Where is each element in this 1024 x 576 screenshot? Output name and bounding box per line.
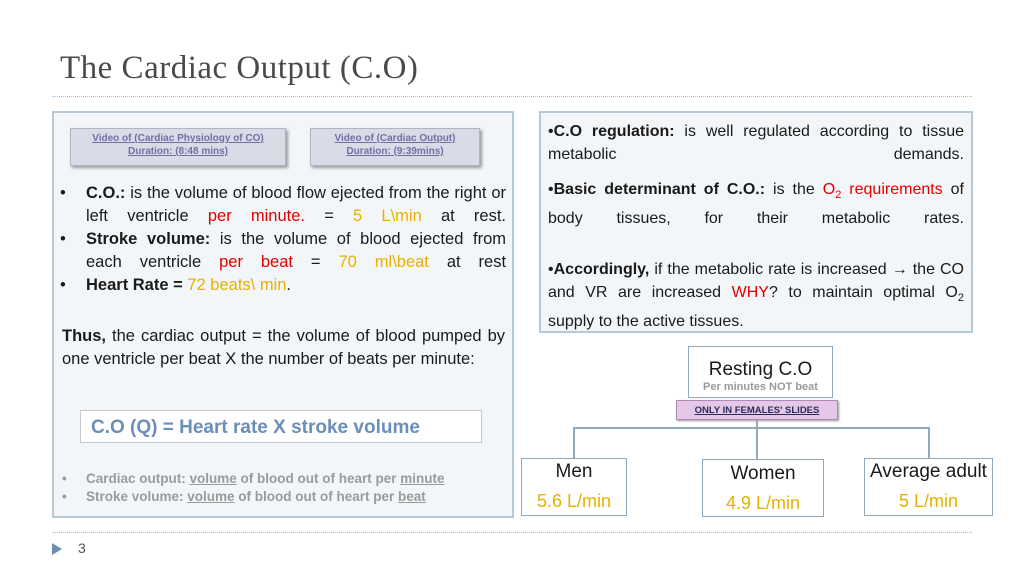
men-label: Men xyxy=(555,461,593,482)
left-panel xyxy=(52,111,514,518)
men-value: 5.6 L/min xyxy=(536,491,612,511)
connector-average xyxy=(928,427,930,459)
slide-marker-icon xyxy=(52,543,62,555)
resting-co-note: Per minutes NOT beat xyxy=(703,381,818,393)
video-link-cardiac-output[interactable] xyxy=(310,128,480,166)
thus-paragraph: Thus, the cardiac output = the volume of blood pumped by one ventricle per beat X the number of beats per minute: xyxy=(62,327,505,368)
video-link-cardiac-physiology[interactable] xyxy=(70,128,286,166)
accordingly-bullet: •Accordingly, if the metabolic rate is increased → the CO and VR are increased WHY? to maintain optimal $O_2$ supply to the active tissues. xyxy=(548,261,964,331)
men-node xyxy=(521,458,627,516)
definitions-list xyxy=(60,182,506,297)
co-formula: C.O (Q) = Heart rate X stroke volume xyxy=(80,410,482,443)
women-label: Women xyxy=(730,463,796,484)
connector-women xyxy=(756,427,758,460)
video-link-duration: Duration: (8:48 mins) xyxy=(127,146,228,157)
stroke-volume-definition: • Stroke volume: is the volume of blood ejected from each ventricle per beat = 70 ml\beat at rest xyxy=(60,228,506,274)
video-link-duration: Duration: (9:39mins) xyxy=(346,146,444,157)
note-stroke-volume: • Stroke volume: volume of blood out of heart per beat xyxy=(62,489,426,504)
average-adult-label: Average adult xyxy=(870,461,987,482)
page-number: 3 xyxy=(78,540,86,556)
video-link-title: Video of (Cardiac Physiology of CO) xyxy=(92,133,264,144)
basic-determinant-bullet: •Basic determinant of C.O.: is the $O_2$ requirements of body tissues, for their metabolic rates. xyxy=(548,181,964,228)
connector-horizontal xyxy=(573,427,930,429)
note-cardiac-output: • Cardiac output: volume of blood out of heart per minute xyxy=(62,471,445,486)
resting-co-label: Resting C.O xyxy=(708,359,813,380)
co-definition: • C.O.: is the volume of blood flow ejected from the right or left ventricle per minute. = 5 L\min at rest. xyxy=(60,182,506,228)
slide-title: The Cardiac Output (C.O) xyxy=(60,50,419,86)
co-regulation-bullet: •C.O regulation: is well regulated according to tissue metabolic demands. xyxy=(548,123,964,163)
heart-rate-definition: • Heart Rate = 72 beats\ min. xyxy=(60,274,506,297)
women-value: 4.9 L/min xyxy=(725,493,801,513)
title-divider xyxy=(52,96,972,97)
females-slides-badge: ONLY IN FEMALES' SLIDES xyxy=(676,400,838,420)
resting-co-node xyxy=(688,346,833,398)
connector-men xyxy=(573,427,575,459)
women-node xyxy=(702,459,824,517)
average-adult-value: 5 L/min xyxy=(898,491,959,511)
footer-divider xyxy=(52,532,972,533)
average-adult-node xyxy=(864,458,993,516)
video-link-title: Video of (Cardiac Output) xyxy=(334,133,456,144)
